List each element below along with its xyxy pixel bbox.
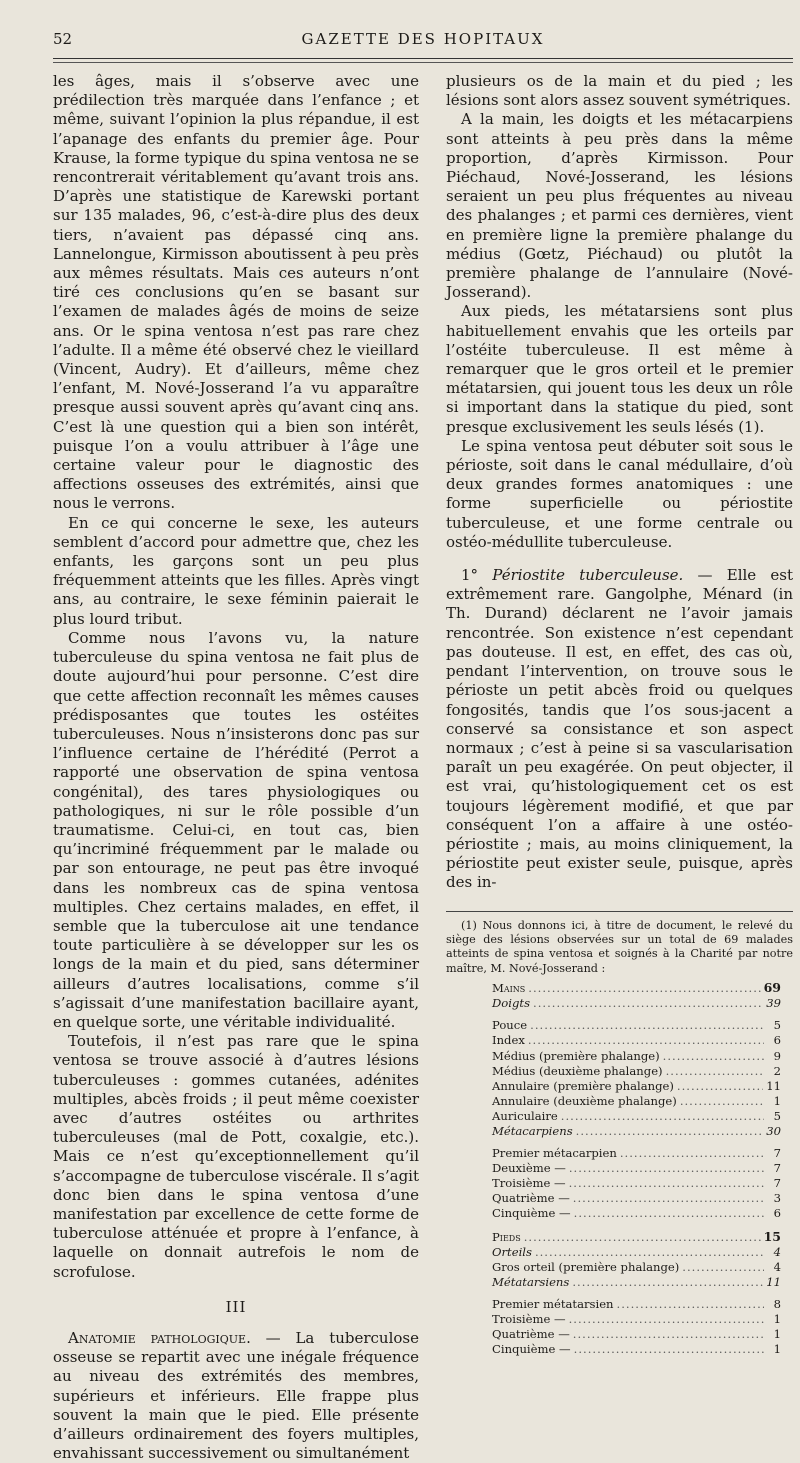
table-row: Troisième — ..... 7 bbox=[492, 1176, 781, 1191]
paragraph: Comme nous l’avons vu, la nature tuberculeuse du spina ventosa ne fait plus de doute aujourd’hui pour personne. C’est dire que cette affection reconnaît les mêmes causes prédisposantes que toutes les ostéites tuberculeuses. Nous n’insisterons donc pas sur l’influence certaine de l’hérédité (Perrot a rapporté une observation de spina ventosa congénital), des tares physiologiques ou pathologiques, ni sur le rôle possible d’un traumatisme. Celui-ci, en tout cas, bien qu’incriminé fréquemment par le malade ou par son entourage, ne peut pas être invoqué dans les nombreux cas de spina ventosa multiples. Chez certains malades, en effet, il semble que la tuberculose ait une tendance toute particulière à se développer sur les os longs de la main et du pied, sans déterminer ailleurs d’autres localisations, comme s’il s’agissait d’une manifestation bacillaire ayant, en quelque sorte, une véritable individualité. bbox=[53, 628, 419, 1031]
paragraph: Aux pieds, les métatarsiens sont plus habituellement envahis que les orteils par l’ostéite tuberculeuse. Il est même à remarquer que le gros orteil et le premier métatarsien, qui jouent tous les deux un rôle si important dans la statique du pied, sont presque exclusivement les seuls lésés (1). bbox=[446, 302, 793, 436]
table-row: Orteils ..... 4 bbox=[492, 1245, 781, 1260]
table-row: Cinquième — ..... 1 bbox=[492, 1342, 781, 1357]
table-row: Auriculaire ..... 5 bbox=[492, 1109, 781, 1124]
table-row: Pouce ..... 5 bbox=[492, 1018, 781, 1033]
paragraph-text: — Elle est extrêmement rare. Gangolphe, Ménard (in Th. Durand) déclarent ne l’avoir jamais rencontrée. Son existence n’est cependant pas douteuse. Il est, en effet, des cas où, pendant l’intervention, on trouve sous le périoste un petit abcès froid ou quelques fongosités, tandis que l’os sous-jacent a conservé sa consistance et son aspect normaux ; c’est à peine si sa vascularisation paraît un peu exagérée. On peut objecter, il est vrai, qu’histologiquement cet os est toujours légèrement modifié, et que par conséquent l’on a affaire à une ostéo-périostite ; mais, au moins cliniquement, la périostite peut exister seule, puisque, après des in- bbox=[446, 566, 794, 892]
table-row: Deuxième — ..... 7 bbox=[492, 1161, 781, 1176]
table-row: Index ..... 6 bbox=[492, 1033, 781, 1048]
paragraph: Toutefois, il n’est pas rare que le spina ventosa se trouve associé à d’autres lésions tuberculeuses : gommes cutanées, adénites multiples, abcès froids ; il peut même coexister avec d’autres ostéites ou arthrites tuberculeuses (mal de Pott, coxalgie, etc.). Mais ce n’est qu’exceptionnellement qu’il s’accompagne de tuberculose viscérale. Il s’agit donc bien dans le spina ventosa d’une manifestation par excellence de cette forme de tuberculose atténuée et propre à l’enfance, à laquelle on donnait autrefois le nom de scrofulose. bbox=[53, 1032, 419, 1281]
paragraph-lead: Périostite tuberculeuse. bbox=[492, 566, 684, 585]
footnote-rule bbox=[446, 911, 793, 912]
table-row: Doigts ..... 39 bbox=[492, 996, 781, 1011]
paragraph: les âges, mais il s’observe avec une prédilection très marquée dans l’enfance ; et même, suivant l’opinion la plus répandue, il est l’apanage des enfants du premier âge. Pour Krause, la forme typique du spina ventosa ne se rencontrerait véritablement qu’avant trois ans. D’après une statistique de Karewski portant sur 135 malades, 96, c’est-à-dire plus des deux tiers, n’avaient pas dépassé cinq ans. Lannelongue, Kirmisson aboutissent à peu près aux mêmes résultats. Mais ces auteurs n’ont tiré ces conclusions qu’en se basant sur l’examen de malades âgés de moins de seize ans. Or le spina ventosa n’est pas rare chez l’adulte. Il a même été observé chez le vieillard (Vincent, Audry). Et d’ailleurs, même chez l’enfant, M. Nové-Josserand l’a vu apparaître presque aussi souvent après qu’avant cinq ans. C’est là une question qui a bien son intérêt, puisque l’on a voulu attribuer à l’âge une certaine valeur pour le diagnostic des affections osseuses des extrémités, ainsi que nous le verrons. bbox=[53, 72, 419, 513]
paragraph bbox=[53, 1329, 419, 1463]
table-row: Médius (deuxième phalange) ..... 2 bbox=[492, 1064, 781, 1079]
paragraph-number: 1° bbox=[461, 566, 493, 585]
table-row: Mains ..... 69 bbox=[492, 980, 781, 996]
right-column bbox=[446, 72, 793, 1357]
table-row: Cinquième — ..... 6 bbox=[492, 1206, 781, 1221]
lesion-statistics-table bbox=[446, 980, 793, 1357]
table-row: Premier métatarsien ..... 8 bbox=[492, 1297, 781, 1312]
table-row: Gros orteil (première phalange) ..... 4 bbox=[492, 1260, 781, 1275]
header-rule-thin bbox=[53, 62, 793, 63]
left-column bbox=[53, 72, 419, 1463]
table-row: Quatrième — ..... 3 bbox=[492, 1191, 781, 1206]
table-row: Premier métacarpien ..... 7 bbox=[492, 1146, 781, 1161]
paragraph bbox=[446, 566, 793, 892]
table-row: Quatrième — ..... 1 bbox=[492, 1327, 781, 1342]
table-row: Métacarpiens ..... 30 bbox=[492, 1124, 781, 1139]
page-header bbox=[53, 28, 793, 54]
paragraph: A la main, les doigts et les métacarpiens sont atteints à peu près dans la même proportion, d’après Kirmisson. Pour Piéchaud, Nové-Josserand, les lésions seraient un peu plus fréquentes au niveau des phalanges ; et parmi ces dernières, vient en première ligne la première phalange du médius (Gœtz, Piéchaud) ou plutôt la première phalange de l’annulaire (Nové-Josserand). bbox=[446, 110, 793, 302]
header-rule-thick bbox=[53, 58, 793, 59]
table-row: Annulaire (deuxième phalange) ..... 1 bbox=[492, 1094, 781, 1109]
table-row: Troisième — ..... 1 bbox=[492, 1312, 781, 1327]
table-row: Métatarsiens ..... 11 bbox=[492, 1275, 781, 1290]
table-row: Médius (première phalange) ..... 9 bbox=[492, 1049, 781, 1064]
page-number: 52 bbox=[53, 30, 73, 48]
paragraph-text: — La tuberculose osseuse se repartit avec une inégale fréquence au niveau des extrémités des membres, supérieurs et inférieurs. Elle frappe plus souvent la main que le pied. Elle présente d’ailleurs ordinairement des foyers multiples, envahissant successivement ou simultanément bbox=[53, 1329, 419, 1463]
paragraph: En ce qui concerne le sexe, les auteurs semblent d’accord pour admettre que, chez les enfants, les garçons sont un peu plus fréquemment atteints que les filles. Après vingt ans, au contraire, le sexe féminin paierait le plus lourd tribut. bbox=[53, 513, 419, 628]
table-row: Annulaire (première phalange) ..... 11 bbox=[492, 1079, 781, 1094]
footnote: (1) Nous donnons ici, à titre de document, le relevé du siège des lésions observées sur un total de 69 malades atteints de spina ventosa et soignés à la Charité par notre maître, M. Nové-Josserand : bbox=[446, 918, 793, 975]
table-row: Pieds ..... 15 bbox=[492, 1229, 781, 1245]
section-heading: III bbox=[225, 1297, 247, 1316]
running-head: GAZETTE DES HOPITAUX bbox=[301, 30, 545, 48]
paragraph: plusieurs os de la main et du pied ; les lésions sont alors assez souvent symétriques. bbox=[446, 72, 793, 110]
paragraph: Le spina ventosa peut débuter soit sous le périoste, soit dans le canal médullaire, d’où deux grandes formes anatomiques : une forme superficielle ou périostite tuberculeuse, et une forme centrale ou ostéo-médullite tuberculeuse. bbox=[446, 436, 793, 551]
paragraph-lead: Anatomie pathologique. bbox=[68, 1329, 251, 1347]
